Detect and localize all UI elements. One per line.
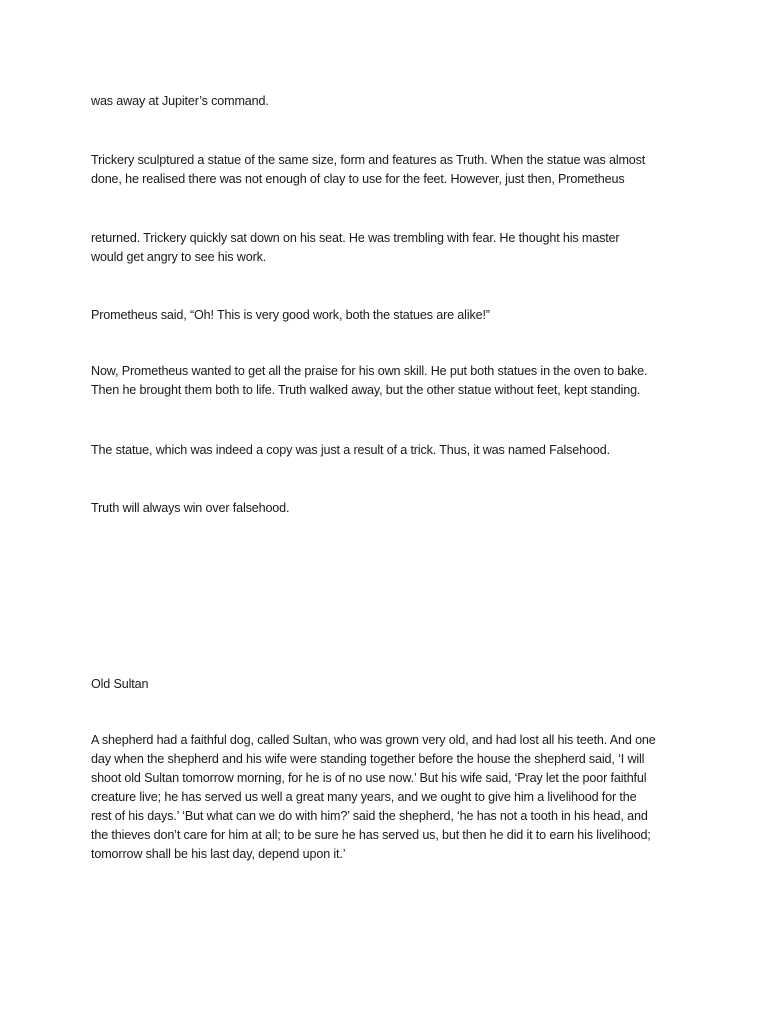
paragraph-line: returned. Trickery quickly sat down on his seat. He was trembling with fear. He thought his master xyxy=(91,231,620,245)
paragraph-line: tomorrow shall be his last day, depend upon it.’ xyxy=(91,847,346,861)
heading-line: Old Sultan xyxy=(91,677,149,691)
paragraph-5 xyxy=(91,362,691,400)
section-heading xyxy=(91,675,691,694)
paragraph-2 xyxy=(91,151,691,189)
paragraph-line: the thieves don’t care for him at all; to be sure he has served us, but then he did it to earn his livelihood; xyxy=(91,828,651,842)
paragraph-line: was away at Jupiter’s command. xyxy=(91,94,269,108)
paragraph-line: creature live; he has served us well a great many years, and we ought to give him a livelihood for the xyxy=(91,790,637,804)
paragraph-4 xyxy=(91,306,691,325)
paragraph-line: Now, Prometheus wanted to get all the praise for his own skill. He put both statues in the oven to bake. xyxy=(91,364,648,378)
paragraph-9 xyxy=(91,731,691,864)
paragraph-line: The statue, which was indeed a copy was just a result of a trick. Thus, it was named Falsehood. xyxy=(91,443,610,457)
paragraph-3 xyxy=(91,229,691,267)
paragraph-1 xyxy=(91,92,691,111)
paragraph-line: day when the shepherd and his wife were standing together before the house the shepherd said, ‘I will xyxy=(91,752,645,766)
paragraph-line: done, he realised there was not enough of clay to use for the feet. However, just then, Prometheus xyxy=(91,172,625,186)
paragraph-line: Truth will always win over falsehood. xyxy=(91,501,290,515)
paragraph-line: shoot old Sultan tomorrow morning, for he is of no use now.’ But his wife said, ‘Pray let the poor faithful xyxy=(91,771,647,785)
paragraph-7 xyxy=(91,499,691,518)
paragraph-line: would get angry to see his work. xyxy=(91,250,267,264)
paragraph-line: Trickery sculptured a statue of the same size, form and features as Truth. When the statue was almost xyxy=(91,153,646,167)
paragraph-line: A shepherd had a faithful dog, called Sultan, who was grown very old, and had lost all his teeth. And one xyxy=(91,733,656,747)
paragraph-line: Then he brought them both to life. Truth walked away, but the other statue without feet, kept standing. xyxy=(91,383,641,397)
paragraph-line: rest of his days.’ ‘But what can we do with him?’ said the shepherd, ‘he has not a tooth in his head, and xyxy=(91,809,648,823)
paragraph-line: Prometheus said, “Oh! This is very good work, both the statues are alike!” xyxy=(91,308,490,322)
paragraph-6 xyxy=(91,441,691,460)
